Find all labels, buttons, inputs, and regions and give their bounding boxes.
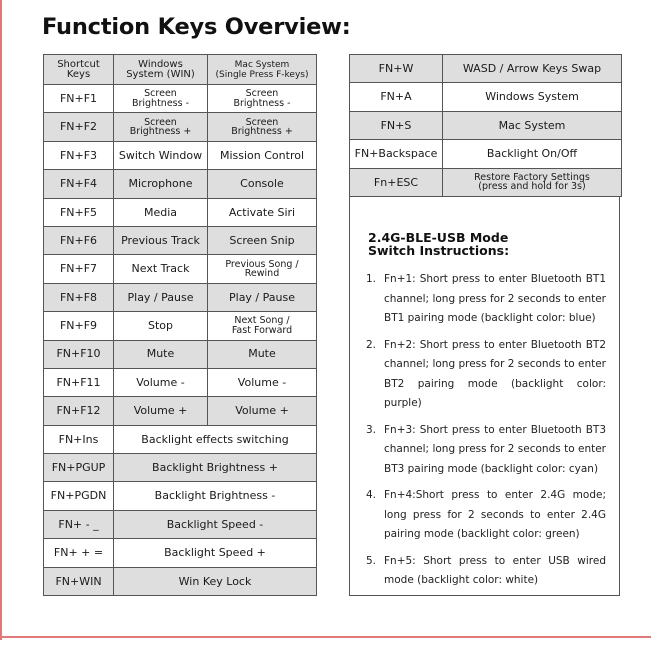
shortcut-key-cell: FN+W <box>350 55 443 83</box>
column-header <box>114 55 208 85</box>
mac-function-cell <box>208 113 317 141</box>
function-cell: Backlight Speed + <box>114 539 317 567</box>
shortcut-key-cell: FN+F11 <box>44 368 114 396</box>
shortcut-key-cell: FN+F10 <box>44 340 114 368</box>
page-edge-bottom <box>0 636 651 638</box>
windows-function-cell: Previous Track <box>114 226 208 254</box>
table-row <box>44 141 317 169</box>
table-row <box>44 340 317 368</box>
mac-function-cell-line: Rewind <box>244 268 280 280</box>
column-header-line: Windows <box>138 58 183 70</box>
mac-function-cell: Volume - <box>208 368 317 396</box>
windows-function-cell-line: Screen <box>144 88 177 100</box>
column-header <box>44 55 114 85</box>
windows-function-cell: Play / Pause <box>114 283 208 311</box>
shortcut-key-cell: FN+F8 <box>44 283 114 311</box>
shortcut-key-cell: Fn+ESC <box>350 168 443 196</box>
windows-function-cell <box>114 85 208 113</box>
function-keys-table <box>43 54 317 596</box>
shortcut-key-cell: FN+WIN <box>44 567 114 595</box>
function-cell: Backlight effects switching <box>114 425 317 453</box>
windows-function-cell: Media <box>114 198 208 226</box>
table-row <box>350 83 622 111</box>
function-cell: Windows System <box>443 83 622 111</box>
mac-function-cell: Mute <box>208 340 317 368</box>
shortcut-key-cell: FN+F3 <box>44 141 114 169</box>
shortcut-key-cell: FN+PGUP <box>44 454 114 482</box>
column-header-line: (Single Press F-keys) <box>215 69 309 80</box>
shortcut-key-cell: FN+ + = <box>44 539 114 567</box>
shortcut-key-cell: FN+F12 <box>44 397 114 425</box>
table-row <box>44 567 317 595</box>
table-row <box>44 312 317 340</box>
mac-function-cell <box>208 312 317 340</box>
column-header-line: System (WIN) <box>126 68 195 80</box>
function-cell-line: Restore Factory Settings <box>474 171 590 183</box>
shortcut-key-cell: FN+F1 <box>44 85 114 113</box>
list-item-text: Fn+3: Short press to enter Bluetooth BT3 channel; long press for 2 seconds to enter BT3 pairing mode (backlight color: cyan) <box>384 423 606 475</box>
shortcut-key-cell: FN+PGDN <box>44 482 114 510</box>
table-row <box>44 482 317 510</box>
list-item-number: 1. <box>366 273 377 285</box>
windows-function-cell: Volume + <box>114 397 208 425</box>
list-item-text: Fn+2: Short press to enter Bluetooth BT2 channel; long press for 2 seconds to enter BT2 pairing mode (backlight color: purple) <box>384 338 606 409</box>
function-cell: Mac System <box>443 111 622 139</box>
windows-function-cell: Mute <box>114 340 208 368</box>
windows-function-cell-line: Brightness + <box>129 126 192 138</box>
shortcut-key-cell: FN+S <box>350 111 443 139</box>
list-item-text: Fn+5: Short press to enter USB wired mode (backlight color: white) <box>384 554 606 586</box>
list-item-text: Fn+4:Short press to enter 2.4G mode; long press for 2 seconds to enter 2.4G pairing mode (backlight color: green) <box>384 489 606 540</box>
shortcut-key-cell: FN+A <box>350 83 443 111</box>
list-item <box>366 552 606 591</box>
table-row <box>350 140 622 168</box>
shortcut-key-cell: FN+F5 <box>44 198 114 226</box>
mac-function-cell-line: Brightness - <box>233 97 291 109</box>
windows-function-cell: Microphone <box>114 170 208 198</box>
list-item-number: 3. <box>366 423 377 436</box>
table-row <box>44 226 317 254</box>
instructions-title-line-1: 2.4G-BLE-USB Mode <box>368 230 509 245</box>
mac-function-cell: Console <box>208 170 317 198</box>
table-row <box>350 111 622 139</box>
mac-function-cell: Activate Siri <box>208 198 317 226</box>
table-row <box>44 368 317 396</box>
page-edge-left <box>0 0 2 640</box>
function-cell: Backlight Brightness - <box>114 482 317 510</box>
function-cell: Win Key Lock <box>114 567 317 595</box>
mac-function-cell: Screen Snip <box>208 226 317 254</box>
shortcut-key-cell: FN+Ins <box>44 425 114 453</box>
table-row <box>44 425 317 453</box>
table-row <box>44 539 317 567</box>
shortcut-key-cell: FN+F6 <box>44 226 114 254</box>
list-item <box>366 270 606 329</box>
column-header-line: Keys <box>66 68 91 80</box>
table-row <box>44 454 317 482</box>
table-row <box>44 113 317 141</box>
instructions-title <box>368 231 608 257</box>
table-row <box>350 55 622 83</box>
list-item-number: 2. <box>366 338 377 351</box>
page-title: Function Keys Overview: <box>42 14 351 40</box>
mac-function-cell: Mission Control <box>208 141 317 169</box>
mac-function-cell: Play / Pause <box>208 283 317 311</box>
table-row <box>350 168 622 196</box>
column-header-line: Shortcut <box>57 58 100 70</box>
function-cell: Backlight On/Off <box>443 140 622 168</box>
list-item-number: 5. <box>366 554 377 567</box>
instructions-box <box>349 197 620 596</box>
table-row <box>44 283 317 311</box>
list-item <box>366 486 606 545</box>
column-header-line: Mac System <box>234 59 290 70</box>
windows-function-cell <box>114 113 208 141</box>
table-row <box>44 170 317 198</box>
windows-function-cell: Switch Window <box>114 141 208 169</box>
mac-function-cell: Volume + <box>208 397 317 425</box>
mac-function-cell-line: Screen <box>245 116 279 128</box>
mac-function-cell-line: Fast Forward <box>231 324 293 336</box>
mac-function-cell-line: Next Song / <box>234 315 290 327</box>
shortcut-key-cell: FN+F7 <box>44 255 114 283</box>
function-cell: Backlight Brightness + <box>114 454 317 482</box>
mac-function-cell <box>208 85 317 113</box>
windows-function-cell: Next Track <box>114 255 208 283</box>
function-cell: WASD / Arrow Keys Swap <box>443 55 622 83</box>
mac-function-cell <box>208 255 317 283</box>
shortcut-key-cell: FN+F9 <box>44 312 114 340</box>
function-cell <box>443 168 622 196</box>
mac-function-cell-line: Brightness + <box>231 126 293 138</box>
shortcut-key-cell: FN+F2 <box>44 113 114 141</box>
mode-keys-table <box>349 54 622 197</box>
mac-function-cell-line: Previous Song / <box>225 258 299 270</box>
function-cell: Backlight Speed - <box>114 510 317 538</box>
list-item <box>366 336 606 414</box>
table-header-row <box>44 55 317 85</box>
windows-function-cell: Volume - <box>114 368 208 396</box>
table-row <box>44 510 317 538</box>
windows-function-cell-line: Brightness - <box>131 97 190 109</box>
instructions-title-line-2: Switch Instructions: <box>368 243 510 258</box>
shortcut-key-cell: FN+Backspace <box>350 140 443 168</box>
table-row <box>44 255 317 283</box>
shortcut-key-cell: FN+ - _ <box>44 510 114 538</box>
list-item-text: Fn+1: Short press to enter Bluetooth BT1 channel; long press for 2 seconds to enter BT1 pairing mode (backlight color: blue) <box>384 273 606 324</box>
list-item <box>366 421 606 480</box>
table-row <box>44 198 317 226</box>
mac-function-cell-line: Screen <box>245 88 279 100</box>
column-header <box>208 55 317 85</box>
windows-function-cell: Stop <box>114 312 208 340</box>
instructions-list <box>366 270 606 598</box>
windows-function-cell-line: Screen <box>144 116 177 128</box>
table-row <box>44 85 317 113</box>
shortcut-key-cell: FN+F4 <box>44 170 114 198</box>
function-cell-line: (press and hold for 3s) <box>478 181 586 193</box>
list-item-number: 4. <box>366 489 377 501</box>
table-row <box>44 397 317 425</box>
